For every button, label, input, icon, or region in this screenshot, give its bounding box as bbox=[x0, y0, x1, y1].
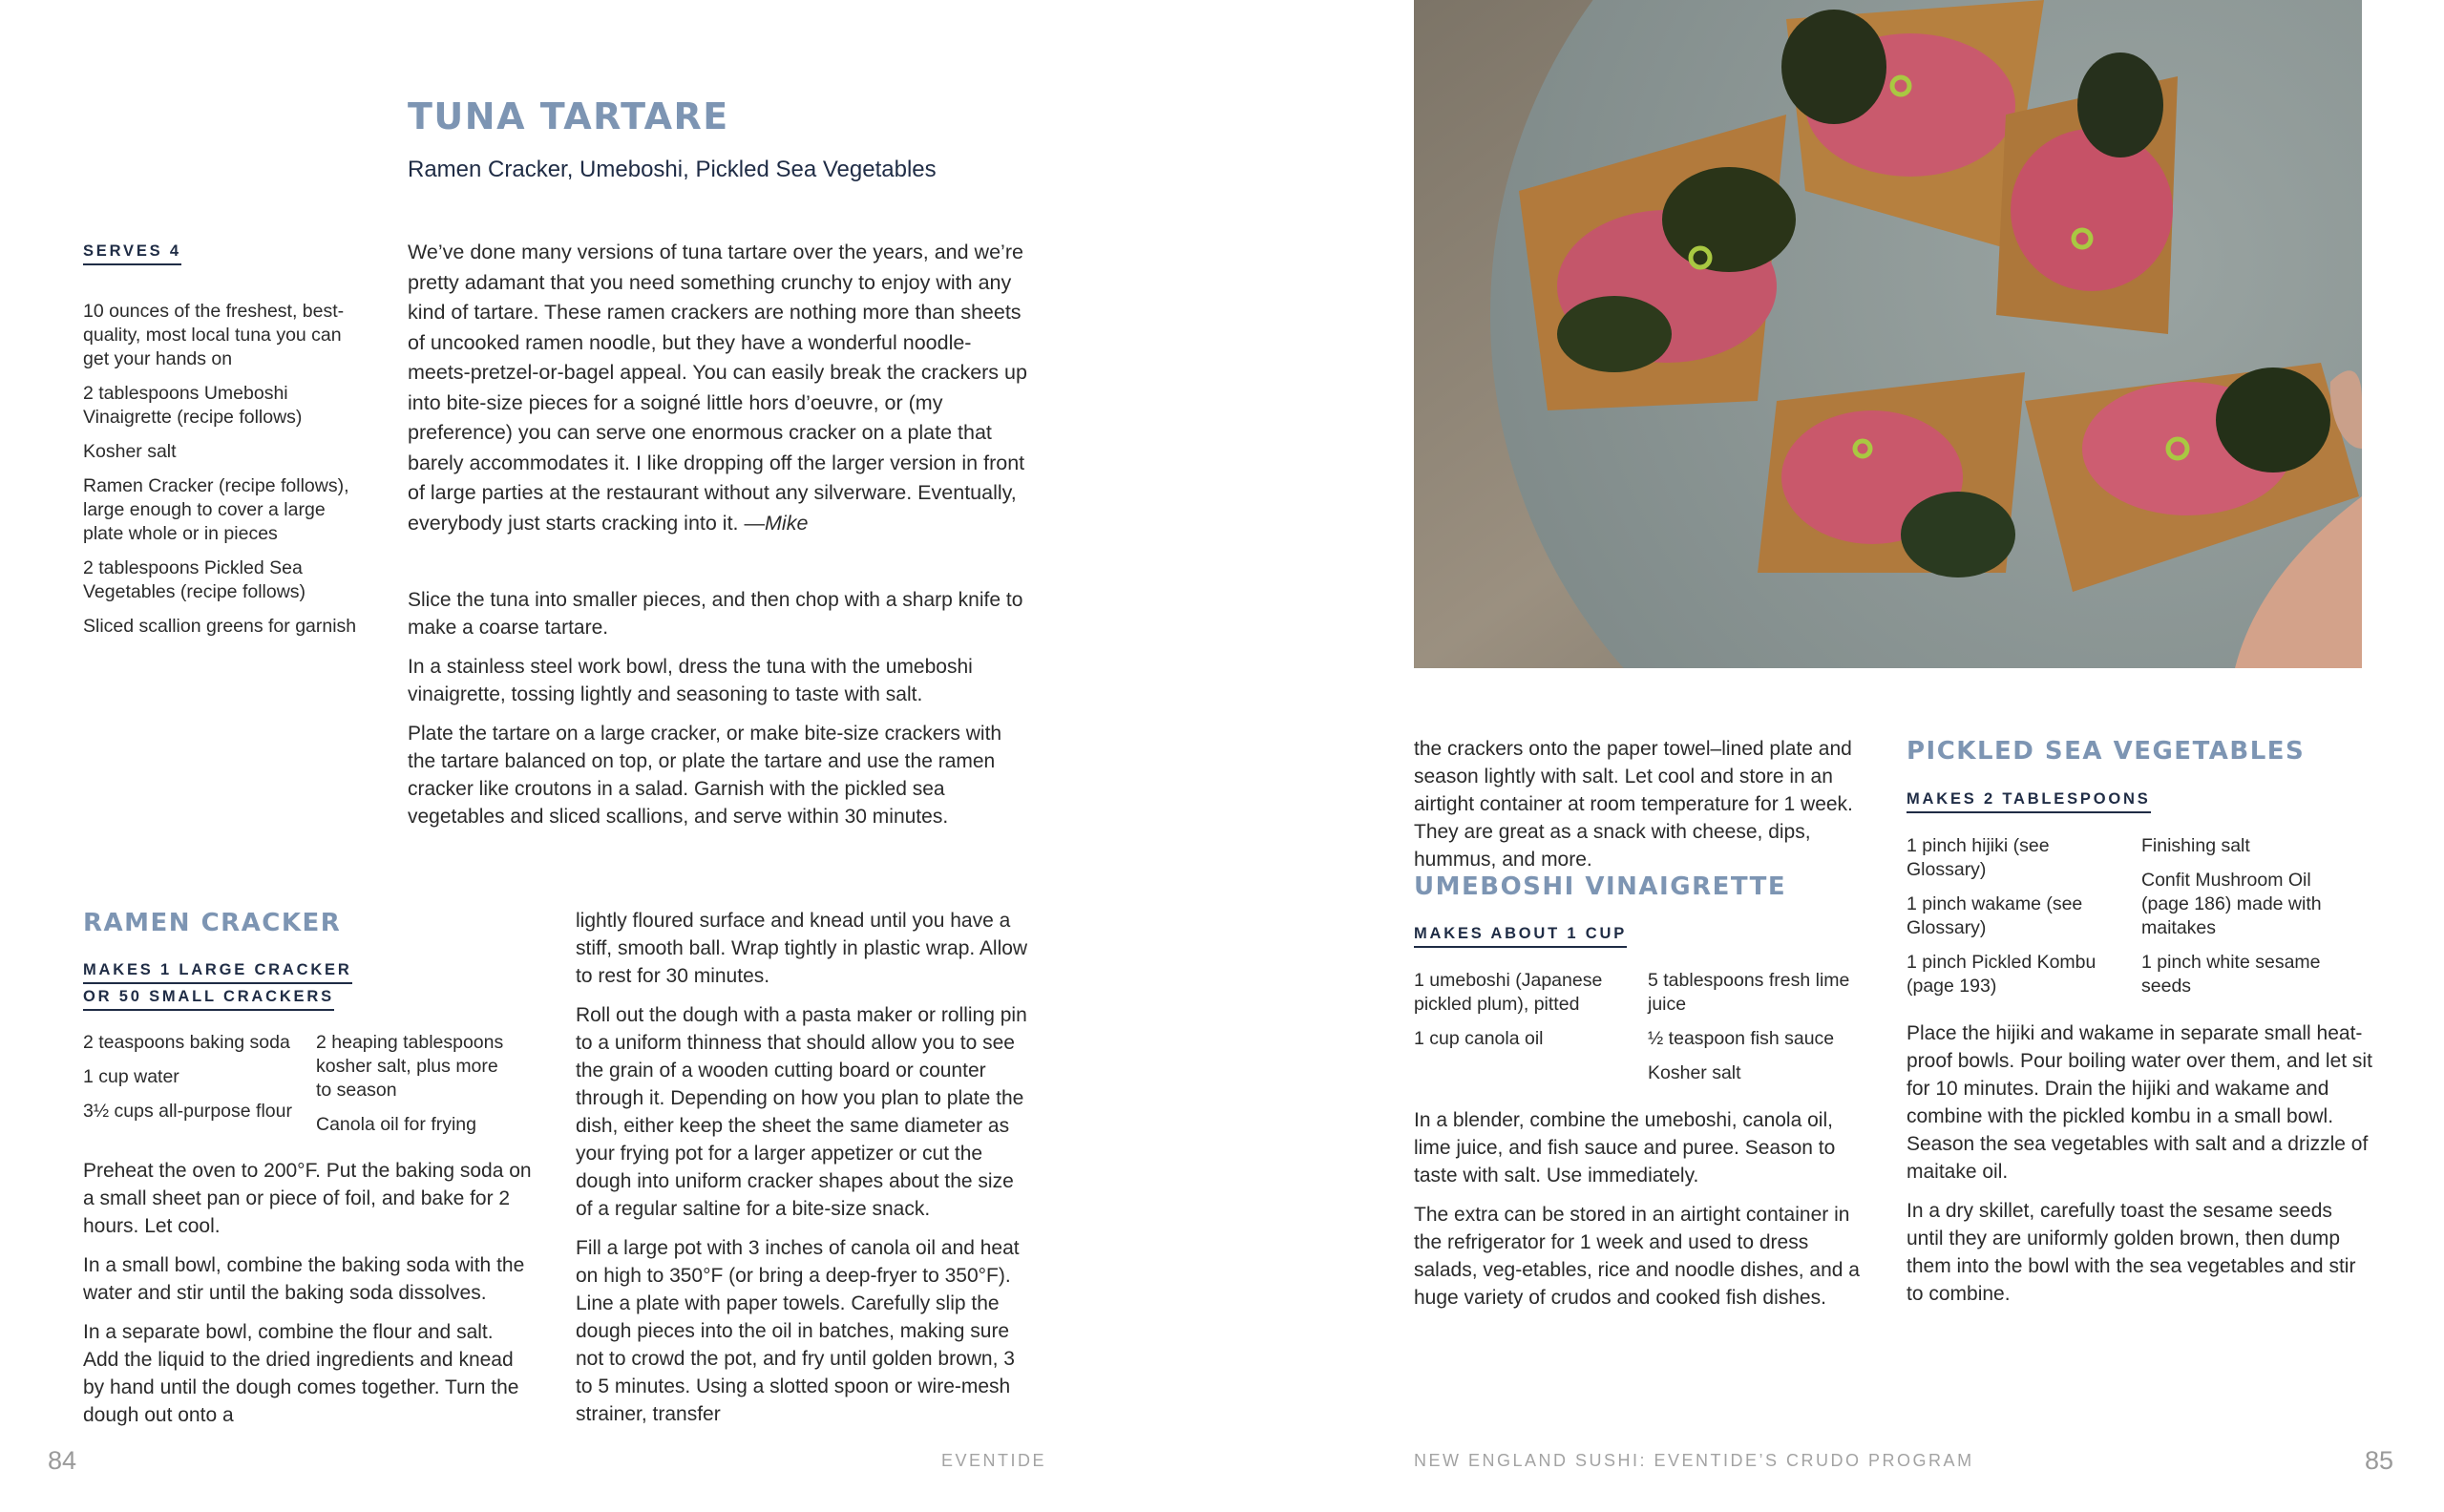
ingredient: Kosher salt bbox=[83, 441, 177, 462]
tuna-tartare-photo bbox=[1414, 0, 2362, 668]
step: In a small bowl, combine the baking soda with the water and stir until the baking soda dissolves. bbox=[83, 1254, 525, 1304]
ingredient: Ramen Cracker (recipe follows), large enough to cover a large plate whole or in pieces bbox=[83, 475, 349, 544]
intro-text: We’ve done many versions of tuna tartare over the years, and we’re pretty adamant that you need something crunchy to enjoy with any kind of tartare. These ramen crackers are nothing more than sheets of uncooked ramen noodle, but they have a wonderful noodle-meets-pretzel-or-bagel appeal. You can easily break the crackers up into bite-size pieces for a soigné little hors d’oeuvre, or (my preference) you can serve one enormous cracker on a plate that barely accommodates it. I like dropping off the larger version in front of large parties at the restaurant without any silverware. Eventually, everybody just starts cracking into it. — bbox=[408, 241, 1027, 535]
tartare-ingredients bbox=[83, 300, 360, 649]
step: Fill a large pot with 3 inches of canola oil and heat on high to 350°F (or bring a deep-fryer to 350°F). Line a plate with paper towels. Carefully slip the dough pieces into the oil in batches, making sure not to crowd the pot, and fry until golden brown, 3 to 5 minutes. Using a slotted spoon or wire-mesh strainer, transfer bbox=[576, 1237, 1020, 1425]
ramen-ingredients-col2 bbox=[316, 1031, 516, 1147]
pickled-ingredients-col1 bbox=[1907, 834, 2131, 1009]
ingredient: 1 cup canola oil bbox=[1414, 1028, 1544, 1049]
intro-author: Mike bbox=[765, 511, 809, 535]
footer-right: NEW ENGLAND SUSHI: EVENTIDE’S CRUDO PROGRAM bbox=[1414, 1451, 1974, 1470]
step: Plate the tartare on a large cracker, or make bite-size crackers with the tartare balanced on top, or plate the tartare and use the ramen cracker like croutons in a salad. Garnish with the pickled sea vegetables and sliced scallions, and serve within 30 minutes. bbox=[408, 723, 1002, 828]
ingredient: Confit Mushroom Oil (page 186) made with maitakes bbox=[2141, 870, 2322, 938]
umeboshi-ingredients-col1 bbox=[1414, 969, 1629, 1061]
ramen-steps-col1 bbox=[83, 1157, 532, 1440]
ingredient: 2 tablespoons Umeboshi Vinaigrette (recipe follows) bbox=[83, 383, 303, 428]
recipe-title: TUNA TARTARE bbox=[408, 95, 729, 137]
ingredient: Kosher salt bbox=[1648, 1062, 1741, 1083]
step: The extra can be stored in an airtight container in the refrigerator for 1 week and used to dress salads, veg-etables, rice and noodle dishes, and a huge variety of crudos and cooked fish dishes. bbox=[1414, 1204, 1860, 1309]
ingredient: 2 heaping tablespoons kosher salt, plus more to season bbox=[316, 1032, 504, 1101]
ingredient: 1 pinch white sesame seeds bbox=[2141, 952, 2321, 997]
recipe-subtitle: Ramen Cracker, Umeboshi, Pickled Sea Vegetables bbox=[408, 157, 937, 182]
step: In a dry skillet, carefully toast the sesame seeds until they are uniformly golden brown, then dump them into the bowl with the sea vegetables and stir to combine. bbox=[1907, 1200, 2356, 1305]
umeboshi-yield-block bbox=[1414, 921, 1627, 948]
pickled-ingredients-col2 bbox=[2141, 834, 2361, 1009]
tartare-steps bbox=[408, 586, 1028, 842]
ramen-title: RAMEN CRACKER bbox=[83, 909, 342, 937]
serves-label: SERVES 4 bbox=[83, 239, 181, 265]
intro-paragraph bbox=[408, 238, 1028, 538]
umeboshi-steps bbox=[1414, 1106, 1872, 1323]
step: Preheat the oven to 200°F. Put the baking soda on a small sheet pan or piece of foil, and bake for 2 hours. Let cool. bbox=[83, 1160, 532, 1237]
ingredient: 1 pinch hijiki (see Glossary) bbox=[1907, 835, 2050, 880]
ingredient: 1 cup water bbox=[83, 1066, 179, 1087]
ingredient: 2 teaspoons baking soda bbox=[83, 1032, 290, 1053]
ingredient: 1 pinch wakame (see Glossary) bbox=[1907, 893, 2083, 938]
step: In a blender, combine the umeboshi, canola oil, lime juice, and fish sauce and puree. Season to taste with salt. Use immediately. bbox=[1414, 1109, 1836, 1186]
umeboshi-ingredients-col2 bbox=[1648, 969, 1877, 1096]
ramen-yield-line2: OR 50 SMALL CRACKERS bbox=[83, 984, 334, 1011]
ramen-yield bbox=[83, 957, 352, 1011]
page-number-left: 84 bbox=[48, 1446, 77, 1475]
ingredient: 1 umeboshi (Japanese pickled plum), pitted bbox=[1414, 970, 1603, 1015]
ingredient: 5 tablespoons fresh lime juice bbox=[1648, 970, 1850, 1015]
ingredient: ½ teaspoon fish sauce bbox=[1648, 1028, 1835, 1049]
ingredient: 10 ounces of the freshest, best-quality, most local tuna you can get your hands on bbox=[83, 301, 345, 369]
step: Roll out the dough with a pasta maker or rolling pin to a uniform thinness that should allow you to see the grain of a wooden cutting board or counter through it. Depending on how you plan to plate the dish, either keep the sheet the same diameter as your frying pot for a larger appetizer or cut the dough into uniform cracker shapes about the size of a regular saltine for a bite-size snack. bbox=[576, 1004, 1027, 1220]
umeboshi-title: UMEBOSHI VINAIGRETTE bbox=[1414, 872, 1787, 901]
step: the crackers onto the paper towel–lined plate and season lightly with salt. Let cool and store in an airtight container at room temperature for 1 week. They are great as a snack with cheese, dips, hummus, and more. bbox=[1414, 738, 1853, 871]
umeboshi-yield: MAKES ABOUT 1 CUP bbox=[1414, 921, 1627, 948]
ingredient: 2 tablespoons Pickled Sea Vegetables (recipe follows) bbox=[83, 557, 306, 602]
footer-left: EVENTIDE bbox=[941, 1451, 1047, 1470]
step: In a stainless steel work bowl, dress the tuna with the umeboshi vinaigrette, tossing lightly and seasoning to taste with salt. bbox=[408, 656, 973, 705]
ramen-continued bbox=[1414, 735, 1872, 885]
ingredient: Finishing salt bbox=[2141, 835, 2250, 856]
step: Slice the tuna into smaller pieces, and then chop with a sharp knife to make a coarse tartare. bbox=[408, 589, 1023, 639]
ingredient: Sliced scallion greens for garnish bbox=[83, 616, 357, 637]
step: Place the hijiki and wakame in separate small heat-proof bowls. Pour boiling water over them, and let sit for 10 minutes. Drain the hijiki and wakame and combine with the pickled kombu in a small bowl. Season the sea vegetables with salt and a drizzle of maitake oil. bbox=[1907, 1022, 2372, 1183]
ramen-ingredients-col1 bbox=[83, 1031, 312, 1134]
step: lightly floured surface and knead until you have a stiff, smooth ball. Wrap tightly in plastic wrap. Allow to rest for 30 minutes. bbox=[576, 910, 1028, 987]
pickled-title: PICKLED SEA VEGETABLES bbox=[1907, 737, 2306, 766]
pickled-yield: MAKES 2 TABLESPOONS bbox=[1907, 787, 2151, 813]
ingredient: 1 pinch Pickled Kombu (page 193) bbox=[1907, 952, 2096, 997]
page-number-right: 85 bbox=[2365, 1446, 2394, 1475]
ramen-yield-line1: MAKES 1 LARGE CRACKER bbox=[83, 957, 352, 984]
step: In a separate bowl, combine the flour and salt. Add the liquid to the dried ingredients and knead by hand until the dough comes together. Turn the dough out onto a bbox=[83, 1321, 519, 1426]
ramen-steps-col2 bbox=[576, 907, 1034, 1439]
pickled-yield-block bbox=[1907, 787, 2151, 813]
ingredient: 3½ cups all-purpose flour bbox=[83, 1101, 292, 1122]
serves-block bbox=[83, 239, 181, 265]
pickled-steps bbox=[1907, 1019, 2374, 1319]
ingredient: Canola oil for frying bbox=[316, 1114, 476, 1135]
